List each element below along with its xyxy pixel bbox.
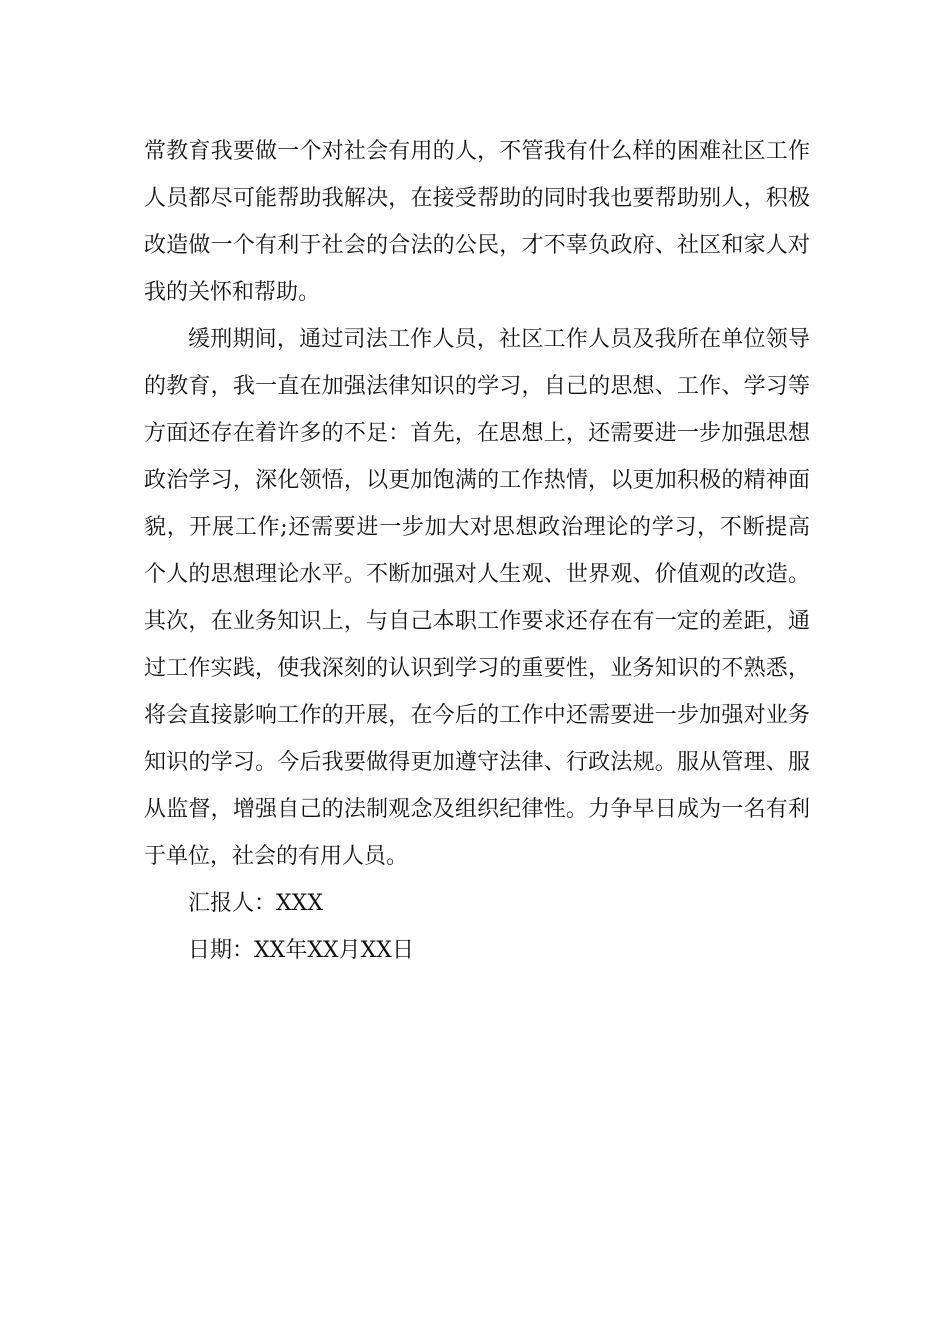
document-body: [144, 128, 810, 974]
reporter-line: 汇报人：XXX: [188, 891, 323, 916]
date-line: 日期：XX年XX月XX日: [188, 938, 414, 963]
paragraph-continuation: 常教育我要做一个对社会有用的人，不管我有什么样的困难社区工作人员都尽可能帮助我解决，在接受帮助的同时我也要帮助别人，积极改造做一个有利于社会的合法的公民，才不辜负政府、社区和家人对我的关怀和帮助。: [144, 139, 810, 305]
paragraph-probation-reflection: 缓刑期间，通过司法工作人员，社区工作人员及我所在单位领导的教育，我一直在加强法律知识的学习，自己的思想、工作、学习等方面还存在着许多的不足：首先，在思想上，还需要进一步加强思想政治学习，深化领悟，以更加饱满的工作热情，以更加积极的精神面貌，开展工作;还需要进一步加大对思想政治理论的学习，不断提高个人的思想理论水平。不断加强对人生观、世界观、价值观的改造。其次，在业务知识上，与自己本职工作要求还存在有一定的差距，通过工作实践，使我深刻的认识到学习的重要性，业务知识的不熟悉，将会直接影响工作的开展，在今后的工作中还需要进一步加强对业务知识的学习。今后我要做得更加遵守法律、行政法规。服从管理、服从监督，增强自己的法制观念及组织纪律性。力争早日成为一名有利于单位，社会的有用人员。: [144, 327, 810, 869]
